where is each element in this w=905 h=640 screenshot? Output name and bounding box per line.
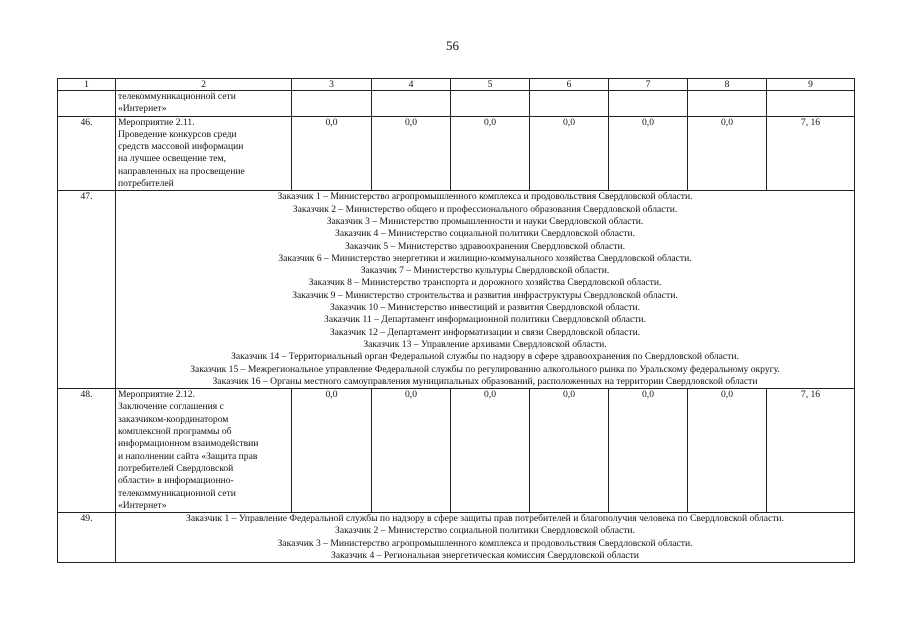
customer-line: Заказчик 1 – Управление Федеральной службы по надзору в сфере защиты прав потребителей и благополучия человека по Свердловской области. — [186, 513, 784, 525]
description-cell — [116, 91, 292, 117]
header-cell: 8 — [688, 79, 767, 91]
customer-line: Заказчик 6 – Министерство энергетики и жилищно-коммунального хозяйства Свердловской области. — [278, 252, 692, 264]
value-cell — [530, 91, 609, 117]
header-cell: 4 — [372, 79, 451, 91]
customer-line: Заказчик 11 – Департамент информационной политики Свердловской области. — [324, 314, 646, 326]
customer-line: Заказчик 3 – Министерство агропромышленного комплекса и продовольствия Свердловской области. — [277, 537, 693, 549]
value-cell — [609, 91, 688, 117]
header-cell: 9 — [767, 79, 855, 91]
row-number-cell: 49. — [58, 513, 116, 563]
ref-cell: 7, 16 — [767, 389, 855, 513]
text-line: «Интернет» — [118, 499, 167, 511]
table-row-48 — [58, 389, 855, 513]
row-number-cell: 46. — [58, 116, 116, 191]
value-cell — [451, 91, 530, 117]
table-row-47 — [58, 191, 855, 389]
customer-line: Заказчик 8 – Министерство транспорта и дорожного хозяйства Свердловской области. — [308, 277, 662, 289]
header-cell: 7 — [609, 79, 688, 91]
header-cell: 5 — [451, 79, 530, 91]
text-line: Заключение соглашения с — [118, 401, 224, 413]
header-cell: 6 — [530, 79, 609, 91]
customer-line: Заказчик 9 – Министерство строительства и развития инфраструктуры Свердловской области. — [292, 289, 678, 301]
value-cell: 0,0 — [451, 389, 530, 513]
row-number-cell — [58, 91, 116, 117]
table-row-49 — [58, 513, 855, 563]
text-line: на лучшее освещение тем, — [118, 153, 227, 165]
text-line: телекоммуникационной сети — [118, 487, 236, 499]
value-cell: 0,0 — [292, 389, 372, 513]
text-line: области» в информационно- — [118, 475, 234, 487]
page-number: 56 — [446, 38, 459, 53]
header-cell: 3 — [292, 79, 372, 91]
value-cell — [372, 91, 451, 117]
text-line: направленных на просвещение — [118, 165, 245, 177]
table-row-continued — [58, 91, 855, 117]
ref-cell — [767, 91, 855, 117]
customer-line: Заказчик 16 – Органы местного самоуправления муниципальных образований, расположенных на территории Свердловской области — [212, 375, 758, 387]
customers-cell — [116, 191, 855, 389]
row-number-cell: 47. — [58, 191, 116, 389]
value-cell — [292, 91, 372, 117]
value-cell: 0,0 — [609, 389, 688, 513]
row-number-cell: 48. — [58, 389, 116, 513]
text-line: потребителей — [118, 178, 174, 190]
customer-line: Заказчик 15 – Межрегиональное управление Федеральной службы по регулированию алкогольного рынка по Уральскому федеральному округу. — [190, 363, 780, 375]
value-cell: 0,0 — [530, 389, 609, 513]
text-line: потребителей Свердловской — [118, 462, 234, 474]
text-line: средств массовой информации — [118, 141, 244, 153]
customer-line: Заказчик 10 – Министерство инвестиций и развития Свердловской области. — [330, 302, 640, 314]
text-line: информационном взаимодействии — [118, 438, 259, 450]
customer-line: Заказчик 14 – Территориальный орган Федеральной службы по надзору в сфере здравоохранения по Свердловской области. — [231, 351, 739, 363]
customer-line: Заказчик 13 – Управление архивами Свердловской области. — [363, 338, 607, 350]
header-cell: 2 — [116, 79, 292, 91]
text-line: телекоммуникационной сети — [118, 91, 236, 102]
customer-line: Заказчик 3 – Министерство промышленности и науки Свердловской области. — [326, 215, 644, 227]
customer-line: Заказчик 5 – Министерство здравоохранения Свердловской области. — [344, 240, 626, 252]
value-cell: 0,0 — [688, 116, 767, 191]
customer-line: Заказчик 2 – Министерство социальной политики Свердловской области. — [335, 525, 635, 537]
description-cell — [116, 116, 292, 191]
value-cell: 0,0 — [372, 116, 451, 191]
text-line: и наполнении сайта «Защита прав — [118, 450, 258, 462]
text-line: «Интернет» — [118, 103, 167, 115]
text-line: Мероприятие 2.11. — [118, 116, 195, 128]
header-row — [58, 79, 855, 91]
ref-cell: 7, 16 — [767, 116, 855, 191]
value-cell: 0,0 — [372, 389, 451, 513]
customers-cell — [116, 513, 855, 563]
customer-line: Заказчик 4 – Региональная энергетическая комиссия Свердловской области — [331, 549, 639, 561]
table-row-46 — [58, 116, 855, 191]
description-cell — [116, 389, 292, 513]
text-line: Проведение конкурсов среди — [118, 128, 237, 140]
customer-line: Заказчик 1 – Министерство агропромышленного комплекса и продовольствия Свердловской области. — [277, 191, 693, 203]
value-cell: 0,0 — [530, 116, 609, 191]
value-cell: 0,0 — [688, 389, 767, 513]
text-line: комплексной программы об — [118, 426, 232, 438]
value-cell: 0,0 — [292, 116, 372, 191]
value-cell: 0,0 — [609, 116, 688, 191]
header-cell: 1 — [58, 79, 116, 91]
program-table — [57, 78, 855, 563]
customer-line: Заказчик 7 – Министерство культуры Свердловской области. — [360, 265, 610, 277]
value-cell — [688, 91, 767, 117]
value-cell: 0,0 — [451, 116, 530, 191]
customer-line: Заказчик 12 – Департамент информатизации и связи Свердловской области. — [329, 326, 641, 338]
customer-line: Заказчик 2 – Министерство общего и профессионального образования Свердловской области. — [292, 203, 678, 215]
text-line: заказчиком-координатором — [118, 413, 229, 425]
customer-line: Заказчик 4 – Министерство социальной политики Свердловской области. — [335, 228, 635, 240]
text-line: Мероприятие 2.12. — [118, 389, 195, 401]
